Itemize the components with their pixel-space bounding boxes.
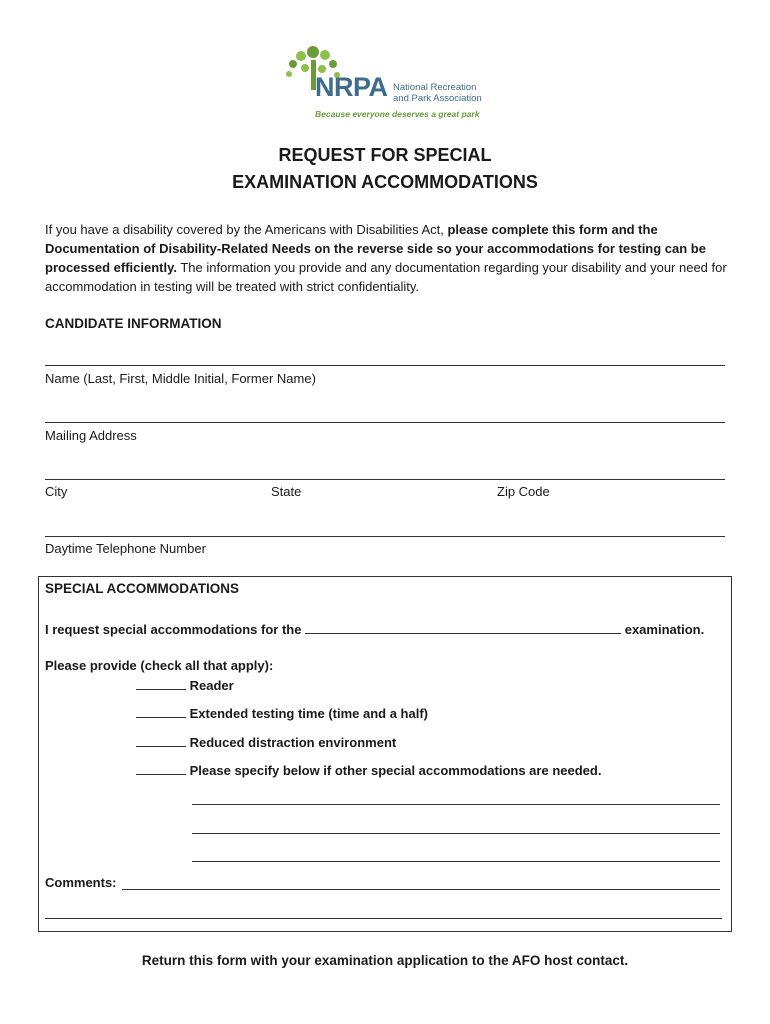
city-state-zip-field[interactable] xyxy=(45,479,725,480)
return-instructions: Return this form with your examination application to the AFO host contact. xyxy=(141,953,629,968)
mailing-address-field[interactable] xyxy=(45,422,725,423)
form-title-line1: REQUEST FOR SPECIAL xyxy=(278,145,492,165)
mailing-address-label: Mailing Address xyxy=(45,428,137,443)
intro-paragraph: If you have a disability covered by the Americans with Disabilities Act, please complete this form and the Documentation of Disability-Related Needs on the reverse side so your accommodations for testing can be processed efficiently. The information you provide and any documentation regarding your disability and your need for accommodation in testing will be treated with strict confidentiality. xyxy=(45,222,727,294)
option-reader: Reader xyxy=(136,677,234,693)
other-specify-line-1[interactable] xyxy=(192,804,720,805)
name-label: Name (Last, First, Middle Initial, Former Name) xyxy=(45,371,316,386)
other-specify-line-3[interactable] xyxy=(192,861,720,862)
state-label: State xyxy=(271,484,302,499)
form-title-line2: EXAMINATION ACCOMMODATIONS xyxy=(232,172,538,192)
reader-check-field[interactable] xyxy=(136,677,186,690)
name-field[interactable] xyxy=(45,365,725,366)
exam-name-field[interactable] xyxy=(305,621,621,634)
reduced-distraction-check-field[interactable] xyxy=(136,734,186,747)
option-extended-time: Extended testing time (time and a half) xyxy=(136,705,428,721)
phone-label: Daytime Telephone Number xyxy=(45,541,206,556)
option-reduced-distraction: Reduced distraction environment xyxy=(136,734,396,750)
zip-code-label: Zip Code xyxy=(497,484,550,499)
special-accommodations-heading: SPECIAL ACCOMMODATIONS xyxy=(45,581,240,596)
logo-tagline: Because everyone deserves a great park xyxy=(315,109,480,119)
logo-wordmark: NRPA xyxy=(315,72,388,102)
extended-time-check-field[interactable] xyxy=(136,705,186,718)
logo-org-name: National Recreation and Park Association xyxy=(393,82,482,104)
other-check-field[interactable] xyxy=(136,762,186,775)
comments-field[interactable] xyxy=(122,889,720,890)
other-specify-line-2[interactable] xyxy=(192,833,720,834)
provide-label: Please provide (check all that apply): xyxy=(45,658,274,673)
comments-label: Comments: xyxy=(45,875,117,890)
comments-field-line-2[interactable] xyxy=(45,918,722,919)
option-other: Please specify below if other special accommodations are needed. xyxy=(136,762,601,778)
phone-field[interactable] xyxy=(45,536,725,537)
exam-request-line: I request special accommodations for the examination. xyxy=(45,622,705,637)
nrpa-logo xyxy=(283,42,493,122)
city-label: City xyxy=(45,484,68,499)
candidate-info-heading: CANDIDATE INFORMATION xyxy=(45,316,222,331)
